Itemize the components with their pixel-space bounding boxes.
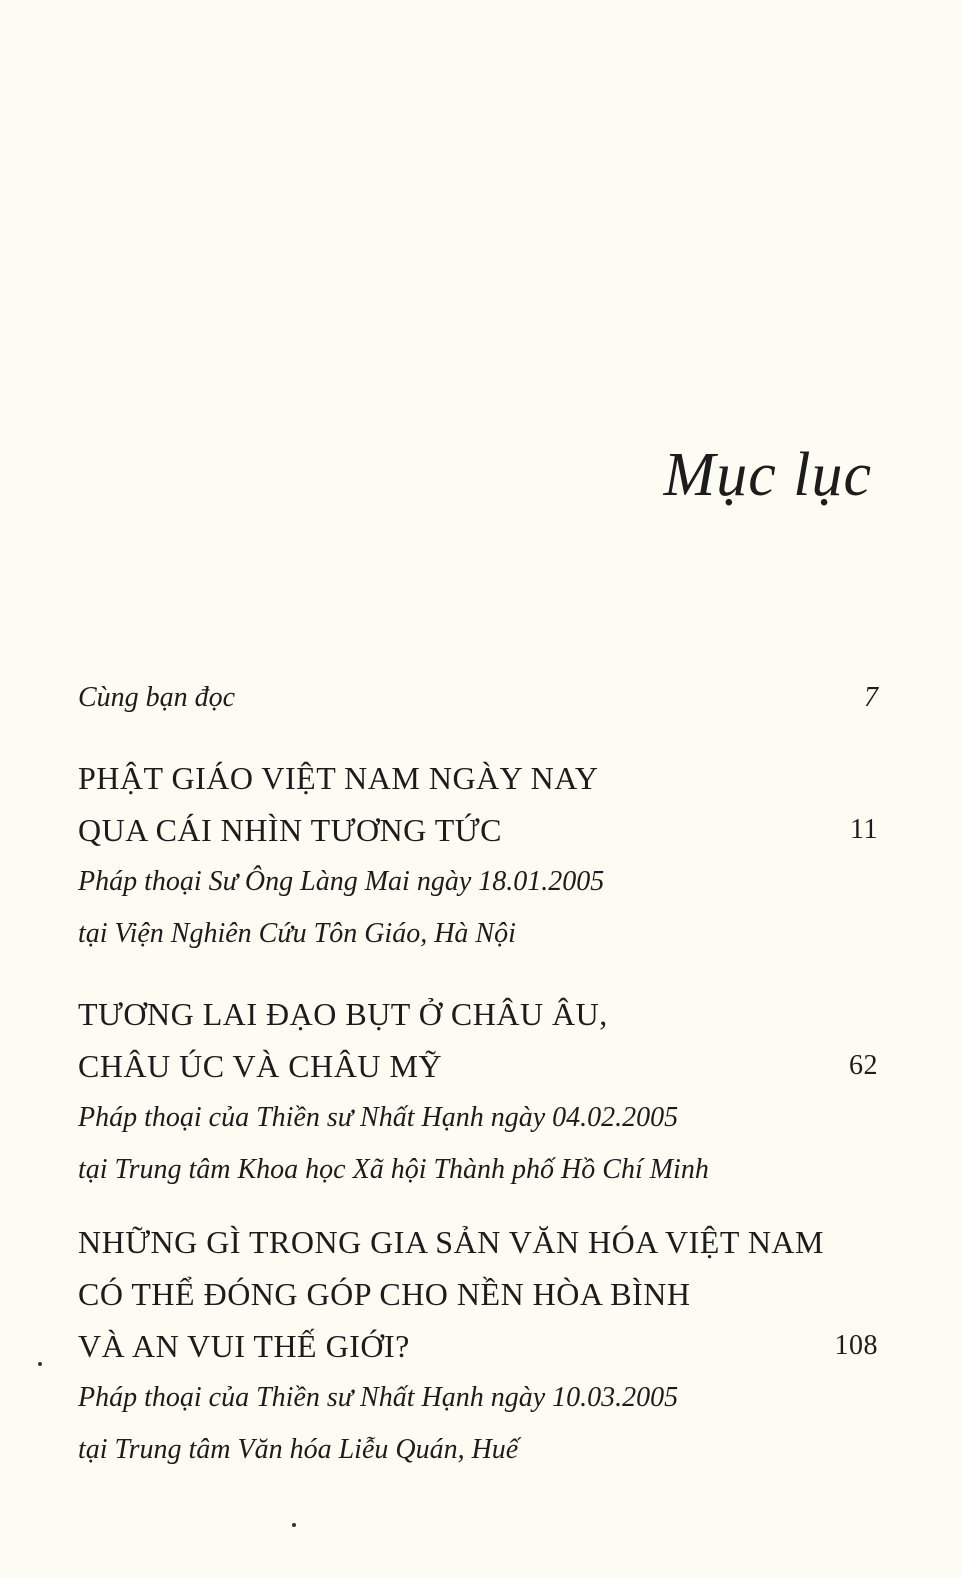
toc-entry-subtitle: Pháp thoại của Thiền sư Nhất Hạnh ngày 10.03.2005 (78, 1382, 679, 1413)
toc-entry-heading: VÀ AN VUI THẾ GIỚI? 108 (78, 1320, 878, 1372)
toc-entry-subtitle: tại Trung tâm Văn hóa Liễu Quán, Huế (78, 1434, 519, 1465)
toc-entry-heading: PHẬT GIÁO VIỆT NAM NGÀY NAY (78, 760, 599, 796)
page-number: 11 (850, 814, 878, 845)
toc-entry-heading: QUA CÁI NHÌN TƯƠNG TỨC 11 (78, 804, 878, 856)
toc-entry-subtitle: tại Trung tâm Khoa học Xã hội Thành phố Hồ Chí Minh (78, 1154, 709, 1185)
page-number: 7 (864, 682, 878, 713)
toc-entry-heading: CHÂU ÚC VÀ CHÂU MỸ 62 (78, 1040, 878, 1092)
toc-entry-heading: NHỮNG GÌ TRONG GIA SẢN VĂN HÓA VIỆT NAM (78, 1224, 824, 1260)
toc-entry (78, 988, 878, 1196)
toc-entry-heading: TƯƠNG LAI ĐẠO BỤT Ở CHÂU ÂU, (78, 996, 608, 1032)
print-speck (38, 1362, 42, 1366)
page-number: 62 (849, 1050, 878, 1081)
toc-entry-heading: Cùng bạn đọc 7 (78, 672, 878, 724)
toc-entry-subtitle: tại Viện Nghiên Cứu Tôn Giáo, Hà Nội (78, 918, 516, 949)
toc-entry-heading: CÓ THỂ ĐÓNG GÓP CHO NỀN HÒA BÌNH (78, 1276, 691, 1312)
toc-entry-subtitle: Pháp thoại Sư Ông Làng Mai ngày 18.01.2005 (78, 866, 605, 897)
toc-entry-subtitle: Pháp thoại của Thiền sư Nhất Hạnh ngày 04.02.2005 (78, 1102, 679, 1133)
print-speck (292, 1523, 296, 1527)
page-title: Mục lục (663, 441, 872, 509)
toc-entry (78, 752, 878, 960)
toc-entry (78, 1216, 878, 1476)
page-number: 108 (834, 1330, 878, 1361)
toc-entry (78, 672, 878, 724)
